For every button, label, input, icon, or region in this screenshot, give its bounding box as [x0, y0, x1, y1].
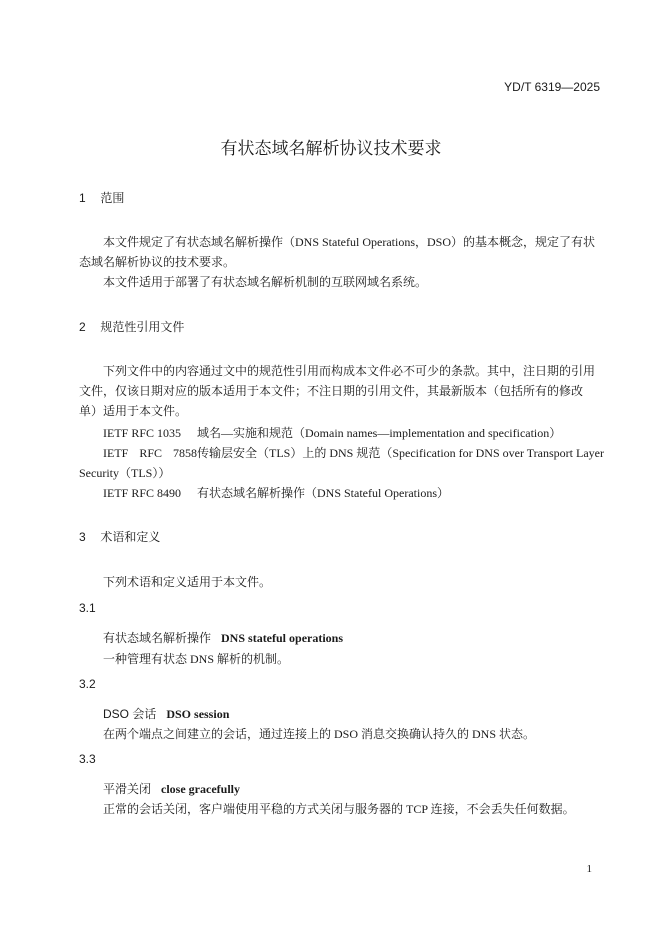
- scope-paragraph-1: 本文件规定了有状态域名解析操作（DNS Stateful Operations，DSO）的基本概念，规定了有状态域名解析协议的技术要求。: [79, 235, 595, 269]
- term-entry: [103, 629, 343, 646]
- reference-code: IETF RFC 7858: [103, 446, 197, 460]
- reference-item: [103, 484, 449, 501]
- term-entry: [103, 705, 229, 722]
- normative-paragraph: 下列文件中的内容通过文中的规范性引用而构成本文件必不可少的条款。其中，注日期的引用文件，仅该日期对应的版本适用于本文件；不注日期的引用文件，其最新版本（包括所有的修改单）适用于本文件。: [79, 364, 596, 418]
- term-zh: 平滑关闭: [103, 782, 152, 796]
- page-number: 1: [586, 863, 592, 875]
- reference-title: 域名—实施和规范（Domain names—implementation and specification）: [197, 426, 562, 440]
- section-1-number: 1: [79, 191, 86, 205]
- term-definition: 一种管理有状态 DNS 解析的机制。: [103, 652, 290, 666]
- section-1-heading: [79, 189, 124, 206]
- terms-intro: 下列术语和定义适用于本文件。: [103, 575, 272, 589]
- document-title: 有状态域名解析协议技术要求: [220, 139, 442, 158]
- reference-title-line-2: Security（TLS））: [79, 466, 171, 480]
- term-zh: 有状态域名解析操作: [103, 631, 212, 645]
- section-2-heading: [79, 318, 184, 335]
- section-3-title: 术语和定义: [100, 530, 161, 544]
- standard-number: YD/T 6319—2025: [504, 80, 600, 94]
- term-definition: 在两个端点之间建立的会话，通过连接上的 DSO 消息交换确认持久的 DNS 状态。: [103, 727, 536, 741]
- reference-code: IETF RFC 8490: [103, 486, 182, 500]
- section-2-title: 规范性引用文件: [100, 320, 185, 334]
- reference-item: [103, 424, 561, 441]
- term-definition: 正常的会话关闭，客户端使用平稳的方式关闭与服务器的 TCP 连接，不会丢失任何数据。: [103, 802, 575, 816]
- term-number: 3.1: [79, 601, 96, 615]
- term-en: DSO session: [166, 707, 230, 721]
- reference-title: 有状态域名解析操作（DNS Stateful Operations）: [197, 486, 449, 500]
- section-3-number: 3: [79, 530, 86, 544]
- section-3-heading: [79, 528, 160, 545]
- term-entry: [103, 780, 240, 797]
- term-zh: DSO 会话: [103, 707, 157, 721]
- reference-title-line-1: 传输层安全（TLS）上的 DNS 规范（Specification for DNS over Transport Layer: [197, 446, 604, 460]
- reference-item: [103, 444, 604, 461]
- term-number: 3.3: [79, 752, 96, 766]
- section-2-number: 2: [79, 320, 86, 334]
- term-en: DNS stateful operations: [221, 631, 344, 645]
- scope-paragraph-2: 本文件适用于部署了有状态域名解析机制的互联网域名系统。: [103, 275, 428, 289]
- term-en: close gracefully: [161, 782, 240, 796]
- section-1-title: 范围: [100, 191, 125, 205]
- term-number: 3.2: [79, 677, 96, 691]
- reference-code: IETF RFC 1035: [103, 426, 182, 440]
